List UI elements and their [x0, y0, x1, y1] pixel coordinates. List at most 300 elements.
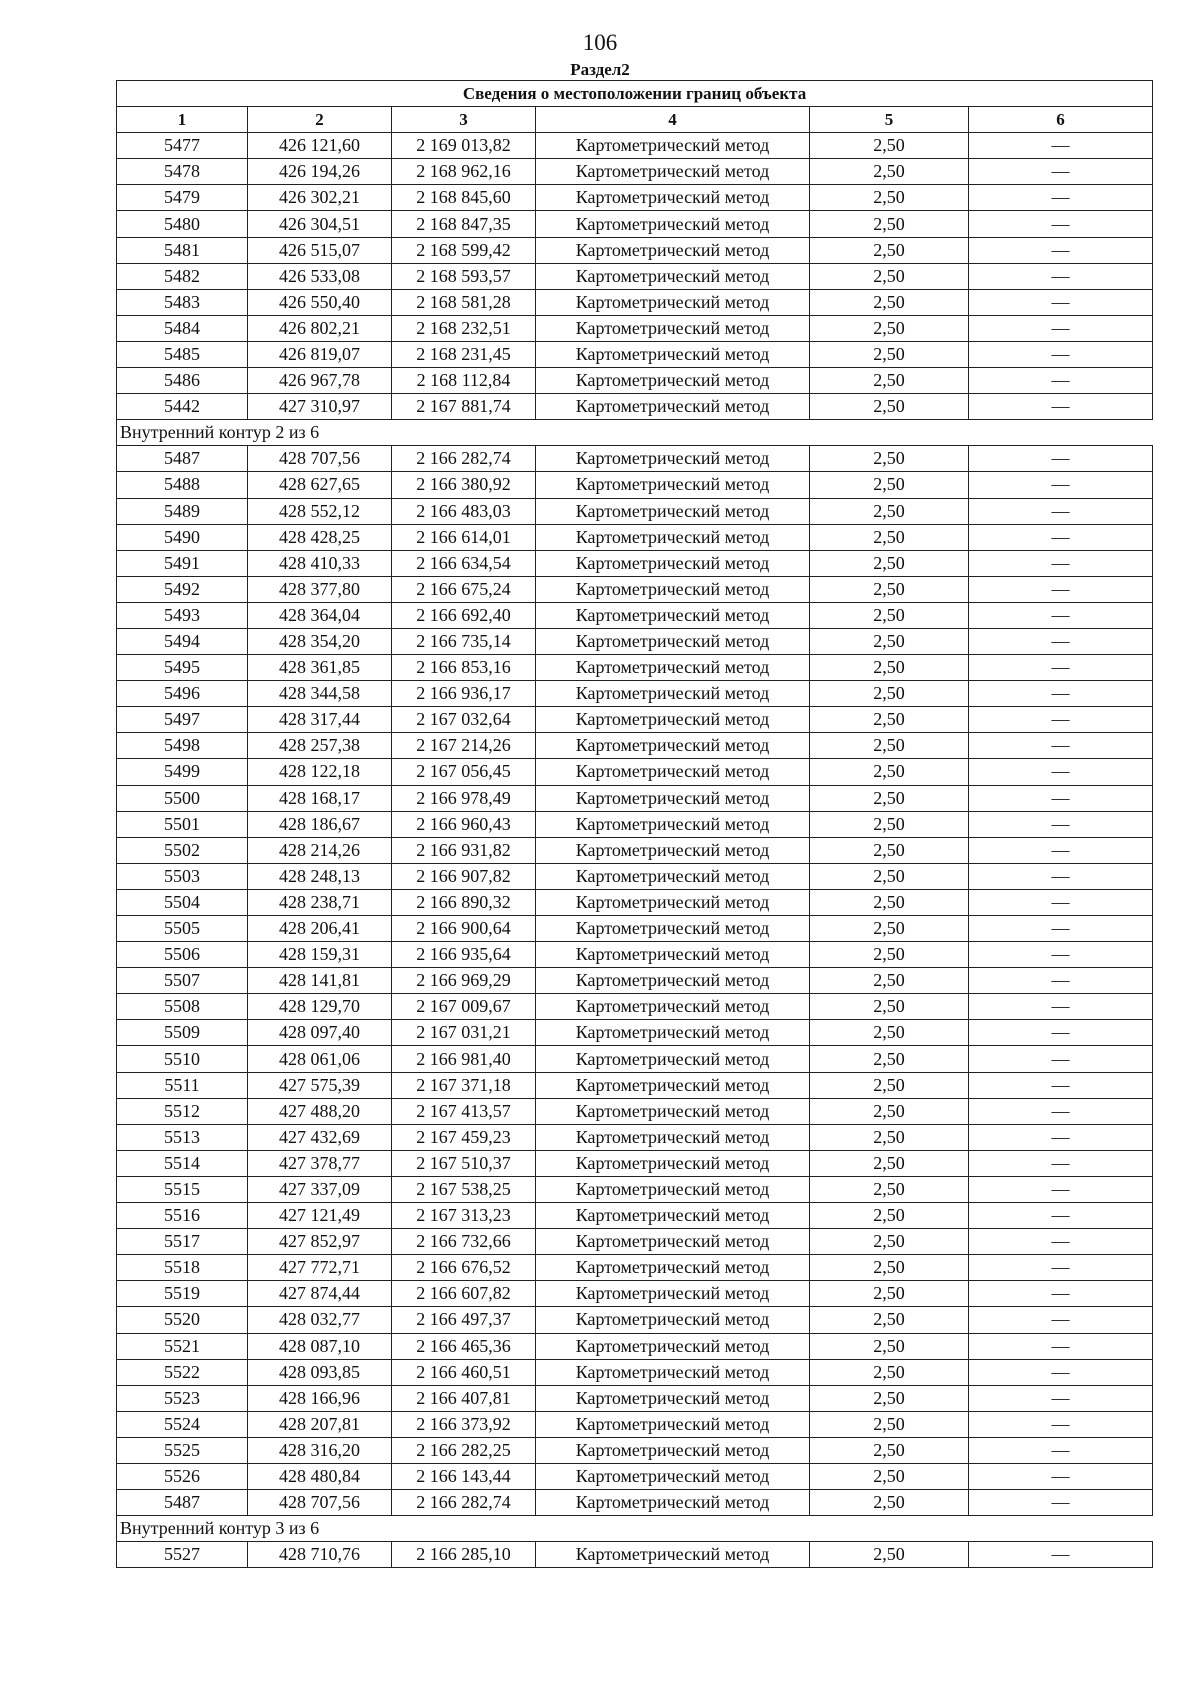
table-row	[117, 550, 1153, 576]
y-coordinate-cell: 2 166 465,36	[392, 1333, 536, 1359]
description-cell: —	[969, 733, 1153, 759]
method-cell: Картометрический метод	[536, 289, 810, 315]
accuracy-cell: 2,50	[810, 498, 969, 524]
section-title: Раздел2	[570, 60, 630, 79]
y-coordinate-cell: 2 167 459,23	[392, 1124, 536, 1150]
description-cell: —	[969, 1359, 1153, 1385]
table-row	[117, 263, 1153, 289]
y-coordinate-cell: 2 167 413,57	[392, 1098, 536, 1124]
table-caption: Сведения о местоположении границ объекта	[117, 81, 1153, 107]
y-coordinate-cell: 2 166 931,82	[392, 837, 536, 863]
accuracy-cell: 2,50	[810, 1098, 969, 1124]
description-cell: —	[969, 1411, 1153, 1437]
point-number-cell: 5485	[117, 341, 248, 367]
y-coordinate-cell: 2 168 112,84	[392, 368, 536, 394]
x-coordinate-cell: 428 361,85	[248, 655, 392, 681]
x-coordinate-cell: 426 304,51	[248, 211, 392, 237]
description-cell: —	[969, 211, 1153, 237]
x-coordinate-cell: 428 317,44	[248, 707, 392, 733]
x-coordinate-cell: 428 344,58	[248, 681, 392, 707]
x-coordinate-cell: 428 316,20	[248, 1437, 392, 1463]
description-cell: —	[969, 785, 1153, 811]
y-coordinate-cell: 2 167 313,23	[392, 1203, 536, 1229]
x-coordinate-cell: 428 166,96	[248, 1385, 392, 1411]
table-row	[117, 1385, 1153, 1411]
point-number-cell: 5493	[117, 602, 248, 628]
description-cell: —	[969, 968, 1153, 994]
description-cell: —	[969, 263, 1153, 289]
x-coordinate-cell: 428 428,25	[248, 524, 392, 550]
point-number-cell: 5520	[117, 1307, 248, 1333]
table-row	[117, 472, 1153, 498]
description-cell: —	[969, 1463, 1153, 1489]
y-coordinate-cell: 2 166 935,64	[392, 942, 536, 968]
table-caption-row	[117, 81, 1153, 107]
accuracy-cell: 2,50	[810, 576, 969, 602]
point-number-cell: 5479	[117, 185, 248, 211]
accuracy-cell: 2,50	[810, 1150, 969, 1176]
y-coordinate-cell: 2 169 013,82	[392, 133, 536, 159]
description-cell: —	[969, 916, 1153, 942]
method-cell: Картометрический метод	[536, 1176, 810, 1202]
table-row	[117, 628, 1153, 654]
description-cell: —	[969, 498, 1153, 524]
point-number-cell: 5508	[117, 994, 248, 1020]
method-cell: Картометрический метод	[536, 681, 810, 707]
table-row	[117, 446, 1153, 472]
method-cell: Картометрический метод	[536, 576, 810, 602]
point-number-cell: 5499	[117, 759, 248, 785]
description-cell: —	[969, 1150, 1153, 1176]
x-coordinate-cell: 427 310,97	[248, 394, 392, 420]
y-coordinate-cell: 2 166 460,51	[392, 1359, 536, 1385]
description-cell: —	[969, 811, 1153, 837]
description-cell: —	[969, 1437, 1153, 1463]
method-cell: Картометрический метод	[536, 524, 810, 550]
boundary-coordinates-table	[116, 80, 1153, 1568]
accuracy-cell: 2,50	[810, 785, 969, 811]
point-number-cell: 5517	[117, 1229, 248, 1255]
table-row	[117, 968, 1153, 994]
description-cell: —	[969, 994, 1153, 1020]
y-coordinate-cell: 2 168 845,60	[392, 185, 536, 211]
method-cell: Картометрический метод	[536, 1255, 810, 1281]
x-coordinate-cell: 428 627,65	[248, 472, 392, 498]
method-cell: Картометрический метод	[536, 211, 810, 237]
point-number-cell: 5523	[117, 1385, 248, 1411]
point-number-cell: 5516	[117, 1203, 248, 1229]
method-cell: Картометрический метод	[536, 1229, 810, 1255]
y-coordinate-cell: 2 166 675,24	[392, 576, 536, 602]
table-row	[117, 942, 1153, 968]
x-coordinate-cell: 428 248,13	[248, 863, 392, 889]
x-coordinate-cell: 428 159,31	[248, 942, 392, 968]
column-header: 2	[248, 107, 392, 133]
y-coordinate-cell: 2 166 407,81	[392, 1385, 536, 1411]
table-row	[117, 315, 1153, 341]
description-cell: —	[969, 550, 1153, 576]
description-cell: —	[969, 1490, 1153, 1516]
x-coordinate-cell: 428 061,06	[248, 1046, 392, 1072]
point-number-cell: 5518	[117, 1255, 248, 1281]
point-number-cell: 5505	[117, 916, 248, 942]
point-number-cell: 5503	[117, 863, 248, 889]
method-cell: Картометрический метод	[536, 837, 810, 863]
method-cell: Картометрический метод	[536, 1307, 810, 1333]
point-number-cell: 5509	[117, 1020, 248, 1046]
x-coordinate-cell: 427 378,77	[248, 1150, 392, 1176]
y-coordinate-cell: 2 168 962,16	[392, 159, 536, 185]
accuracy-cell: 2,50	[810, 1333, 969, 1359]
table-row	[117, 1229, 1153, 1255]
description-cell: —	[969, 1307, 1153, 1333]
table-row	[117, 889, 1153, 915]
accuracy-cell: 2,50	[810, 1490, 969, 1516]
method-cell: Картометрический метод	[536, 341, 810, 367]
point-number-cell: 5522	[117, 1359, 248, 1385]
x-coordinate-cell: 428 093,85	[248, 1359, 392, 1385]
method-cell: Картометрический метод	[536, 1333, 810, 1359]
y-coordinate-cell: 2 168 581,28	[392, 289, 536, 315]
x-coordinate-cell: 428 032,77	[248, 1307, 392, 1333]
method-cell: Картометрический метод	[536, 1490, 810, 1516]
y-coordinate-cell: 2 166 960,43	[392, 811, 536, 837]
contour-label: Внутренний контур 2 из 6	[117, 420, 1153, 446]
table-row	[117, 655, 1153, 681]
method-cell: Картометрический метод	[536, 1124, 810, 1150]
y-coordinate-cell: 2 166 900,64	[392, 916, 536, 942]
table-row	[117, 811, 1153, 837]
contour-label: Внутренний контур 3 из 6	[117, 1516, 1153, 1542]
description-cell: —	[969, 159, 1153, 185]
y-coordinate-cell: 2 167 031,21	[392, 1020, 536, 1046]
x-coordinate-cell: 428 206,41	[248, 916, 392, 942]
method-cell: Картометрический метод	[536, 628, 810, 654]
accuracy-cell: 2,50	[810, 1463, 969, 1489]
x-coordinate-cell: 428 552,12	[248, 498, 392, 524]
y-coordinate-cell: 2 166 497,37	[392, 1307, 536, 1333]
x-coordinate-cell: 426 802,21	[248, 315, 392, 341]
method-cell: Картометрический метод	[536, 368, 810, 394]
method-cell: Картометрический метод	[536, 159, 810, 185]
point-number-cell: 5487	[117, 1490, 248, 1516]
accuracy-cell: 2,50	[810, 655, 969, 681]
point-number-cell: 5497	[117, 707, 248, 733]
table-row	[117, 1046, 1153, 1072]
accuracy-cell: 2,50	[810, 681, 969, 707]
point-number-cell: 5483	[117, 289, 248, 315]
point-number-cell: 5477	[117, 133, 248, 159]
method-cell: Картометрический метод	[536, 655, 810, 681]
table-row	[117, 1542, 1153, 1568]
point-number-cell: 5489	[117, 498, 248, 524]
table-row	[117, 759, 1153, 785]
table-row	[117, 1307, 1153, 1333]
table-row	[117, 1150, 1153, 1176]
table-row	[117, 133, 1153, 159]
table-row	[117, 1437, 1153, 1463]
accuracy-cell: 2,50	[810, 159, 969, 185]
table-row	[117, 1255, 1153, 1281]
y-coordinate-cell: 2 166 969,29	[392, 968, 536, 994]
x-coordinate-cell: 427 874,44	[248, 1281, 392, 1307]
point-number-cell: 5495	[117, 655, 248, 681]
method-cell: Картометрический метод	[536, 133, 810, 159]
method-cell: Картометрический метод	[536, 446, 810, 472]
table-row	[117, 1124, 1153, 1150]
point-number-cell: 5526	[117, 1463, 248, 1489]
table-row	[117, 524, 1153, 550]
y-coordinate-cell: 2 166 732,66	[392, 1229, 536, 1255]
y-coordinate-cell: 2 166 981,40	[392, 1046, 536, 1072]
y-coordinate-cell: 2 167 056,45	[392, 759, 536, 785]
column-header: 5	[810, 107, 969, 133]
table-row	[117, 185, 1153, 211]
description-cell: —	[969, 289, 1153, 315]
method-cell: Картометрический метод	[536, 942, 810, 968]
point-number-cell: 5507	[117, 968, 248, 994]
x-coordinate-cell: 427 575,39	[248, 1072, 392, 1098]
method-cell: Картометрический метод	[536, 472, 810, 498]
table-row	[117, 1020, 1153, 1046]
table-row	[117, 289, 1153, 315]
point-number-cell: 5494	[117, 628, 248, 654]
accuracy-cell: 2,50	[810, 863, 969, 889]
accuracy-cell: 2,50	[810, 759, 969, 785]
description-cell: —	[969, 185, 1153, 211]
y-coordinate-cell: 2 167 009,67	[392, 994, 536, 1020]
description-cell: —	[969, 1046, 1153, 1072]
method-cell: Картометрический метод	[536, 759, 810, 785]
accuracy-cell: 2,50	[810, 550, 969, 576]
accuracy-cell: 2,50	[810, 472, 969, 498]
point-number-cell: 5506	[117, 942, 248, 968]
description-cell: —	[969, 863, 1153, 889]
method-cell: Картометрический метод	[536, 1463, 810, 1489]
method-cell: Картометрический метод	[536, 863, 810, 889]
table-row	[117, 681, 1153, 707]
x-coordinate-cell: 428 168,17	[248, 785, 392, 811]
accuracy-cell: 2,50	[810, 916, 969, 942]
column-header: 6	[969, 107, 1153, 133]
y-coordinate-cell: 2 166 373,92	[392, 1411, 536, 1437]
description-cell: —	[969, 1072, 1153, 1098]
y-coordinate-cell: 2 167 538,25	[392, 1176, 536, 1202]
table-row	[117, 159, 1153, 185]
table-row	[117, 733, 1153, 759]
table-row	[117, 1359, 1153, 1385]
description-cell: —	[969, 942, 1153, 968]
x-coordinate-cell: 428 097,40	[248, 1020, 392, 1046]
y-coordinate-cell: 2 166 676,52	[392, 1255, 536, 1281]
description-cell: —	[969, 524, 1153, 550]
x-coordinate-cell: 426 533,08	[248, 263, 392, 289]
accuracy-cell: 2,50	[810, 968, 969, 994]
accuracy-cell: 2,50	[810, 446, 969, 472]
point-number-cell: 5527	[117, 1542, 248, 1568]
contour-heading-row	[117, 420, 1153, 446]
method-cell: Картометрический метод	[536, 185, 810, 211]
description-cell: —	[969, 1176, 1153, 1202]
accuracy-cell: 2,50	[810, 837, 969, 863]
x-coordinate-cell: 427 432,69	[248, 1124, 392, 1150]
description-cell: —	[969, 1229, 1153, 1255]
method-cell: Картометрический метод	[536, 968, 810, 994]
y-coordinate-cell: 2 166 735,14	[392, 628, 536, 654]
point-number-cell: 5504	[117, 889, 248, 915]
accuracy-cell: 2,50	[810, 341, 969, 367]
accuracy-cell: 2,50	[810, 1229, 969, 1255]
point-number-cell: 5484	[117, 315, 248, 341]
point-number-cell: 5514	[117, 1150, 248, 1176]
point-number-cell: 5500	[117, 785, 248, 811]
contour-heading-row	[117, 1516, 1153, 1542]
method-cell: Картометрический метод	[536, 550, 810, 576]
y-coordinate-cell: 2 167 371,18	[392, 1072, 536, 1098]
description-cell: —	[969, 1385, 1153, 1411]
table-body	[117, 133, 1153, 1568]
description-cell: —	[969, 1255, 1153, 1281]
x-coordinate-cell: 427 488,20	[248, 1098, 392, 1124]
x-coordinate-cell: 428 354,20	[248, 628, 392, 654]
table-row	[117, 1203, 1153, 1229]
y-coordinate-cell: 2 166 143,44	[392, 1463, 536, 1489]
method-cell: Картометрический метод	[536, 394, 810, 420]
x-coordinate-cell: 426 302,21	[248, 185, 392, 211]
description-cell: —	[969, 707, 1153, 733]
description-cell: —	[969, 341, 1153, 367]
method-cell: Картометрический метод	[536, 1020, 810, 1046]
method-cell: Картометрический метод	[536, 237, 810, 263]
description-cell: —	[969, 576, 1153, 602]
x-coordinate-cell: 428 129,70	[248, 994, 392, 1020]
accuracy-cell: 2,50	[810, 1437, 969, 1463]
x-coordinate-cell: 427 852,97	[248, 1229, 392, 1255]
x-coordinate-cell: 428 214,26	[248, 837, 392, 863]
column-header-row	[117, 107, 1153, 133]
y-coordinate-cell: 2 166 282,74	[392, 1490, 536, 1516]
point-number-cell: 5515	[117, 1176, 248, 1202]
table-row	[117, 211, 1153, 237]
y-coordinate-cell: 2 166 890,32	[392, 889, 536, 915]
x-coordinate-cell: 426 194,26	[248, 159, 392, 185]
table-row	[117, 394, 1153, 420]
table-row	[117, 1072, 1153, 1098]
table-row	[117, 1333, 1153, 1359]
y-coordinate-cell: 2 167 510,37	[392, 1150, 536, 1176]
y-coordinate-cell: 2 166 907,82	[392, 863, 536, 889]
y-coordinate-cell: 2 167 032,64	[392, 707, 536, 733]
y-coordinate-cell: 2 168 231,45	[392, 341, 536, 367]
x-coordinate-cell: 428 710,76	[248, 1542, 392, 1568]
y-coordinate-cell: 2 166 282,74	[392, 446, 536, 472]
table-row	[117, 1281, 1153, 1307]
accuracy-cell: 2,50	[810, 1124, 969, 1150]
point-number-cell: 5481	[117, 237, 248, 263]
x-coordinate-cell: 428 122,18	[248, 759, 392, 785]
table-row	[117, 1463, 1153, 1489]
x-coordinate-cell: 428 186,67	[248, 811, 392, 837]
table-row	[117, 1176, 1153, 1202]
table-row	[117, 237, 1153, 263]
accuracy-cell: 2,50	[810, 733, 969, 759]
table-row	[117, 576, 1153, 602]
x-coordinate-cell: 428 364,04	[248, 602, 392, 628]
y-coordinate-cell: 2 168 593,57	[392, 263, 536, 289]
table-row	[117, 602, 1153, 628]
x-coordinate-cell: 428 141,81	[248, 968, 392, 994]
point-number-cell: 5519	[117, 1281, 248, 1307]
accuracy-cell: 2,50	[810, 1020, 969, 1046]
y-coordinate-cell: 2 166 483,03	[392, 498, 536, 524]
y-coordinate-cell: 2 166 692,40	[392, 602, 536, 628]
y-coordinate-cell: 2 166 634,54	[392, 550, 536, 576]
method-cell: Картометрический метод	[536, 707, 810, 733]
description-cell: —	[969, 237, 1153, 263]
table-row	[117, 1411, 1153, 1437]
point-number-cell: 5491	[117, 550, 248, 576]
accuracy-cell: 2,50	[810, 1046, 969, 1072]
accuracy-cell: 2,50	[810, 1542, 969, 1568]
x-coordinate-cell: 428 377,80	[248, 576, 392, 602]
point-number-cell: 5502	[117, 837, 248, 863]
accuracy-cell: 2,50	[810, 628, 969, 654]
accuracy-cell: 2,50	[810, 185, 969, 211]
column-header: 3	[392, 107, 536, 133]
y-coordinate-cell: 2 168 232,51	[392, 315, 536, 341]
accuracy-cell: 2,50	[810, 1255, 969, 1281]
table-row	[117, 368, 1153, 394]
description-cell: —	[969, 655, 1153, 681]
accuracy-cell: 2,50	[810, 1176, 969, 1202]
description-cell: —	[969, 1333, 1153, 1359]
x-coordinate-cell: 428 087,10	[248, 1333, 392, 1359]
point-number-cell: 5478	[117, 159, 248, 185]
method-cell: Картометрический метод	[536, 994, 810, 1020]
y-coordinate-cell: 2 167 214,26	[392, 733, 536, 759]
table-row	[117, 785, 1153, 811]
description-cell: —	[969, 889, 1153, 915]
description-cell: —	[969, 602, 1153, 628]
y-coordinate-cell: 2 167 881,74	[392, 394, 536, 420]
table-row	[117, 994, 1153, 1020]
method-cell: Картометрический метод	[536, 602, 810, 628]
point-number-cell: 5442	[117, 394, 248, 420]
y-coordinate-cell: 2 166 614,01	[392, 524, 536, 550]
method-cell: Картометрический метод	[536, 1437, 810, 1463]
method-cell: Картометрический метод	[536, 785, 810, 811]
x-coordinate-cell: 428 480,84	[248, 1463, 392, 1489]
point-number-cell: 5482	[117, 263, 248, 289]
description-cell: —	[969, 759, 1153, 785]
description-cell: —	[969, 837, 1153, 863]
x-coordinate-cell: 427 772,71	[248, 1255, 392, 1281]
point-number-cell: 5488	[117, 472, 248, 498]
accuracy-cell: 2,50	[810, 368, 969, 394]
point-number-cell: 5487	[117, 446, 248, 472]
description-cell: —	[969, 1098, 1153, 1124]
x-coordinate-cell: 428 238,71	[248, 889, 392, 915]
description-cell: —	[969, 446, 1153, 472]
y-coordinate-cell: 2 166 936,17	[392, 681, 536, 707]
accuracy-cell: 2,50	[810, 811, 969, 837]
method-cell: Картометрический метод	[536, 263, 810, 289]
description-cell: —	[969, 1542, 1153, 1568]
description-cell: —	[969, 472, 1153, 498]
method-cell: Картометрический метод	[536, 916, 810, 942]
x-coordinate-cell: 427 337,09	[248, 1176, 392, 1202]
point-number-cell: 5521	[117, 1333, 248, 1359]
